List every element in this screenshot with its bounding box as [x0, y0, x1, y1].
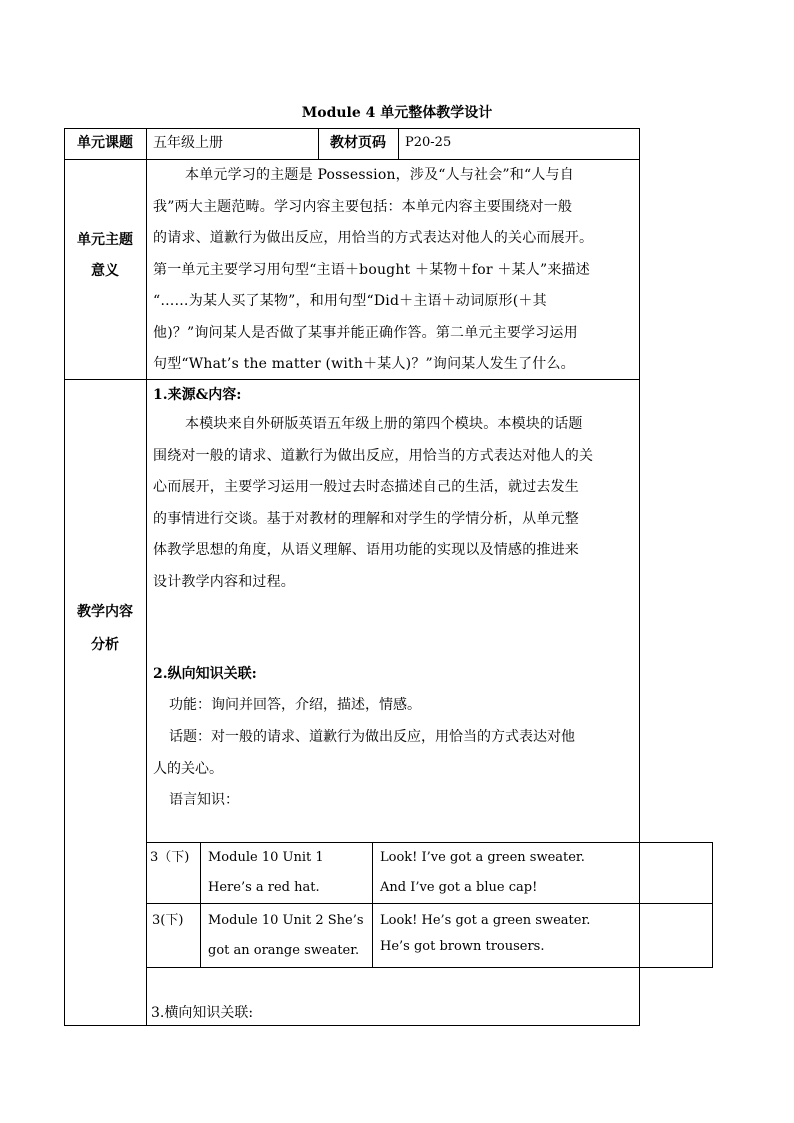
inner-row2-grade: 3(下) — [152, 913, 184, 928]
topic-line-1: 话题：对一般的请求、道歉行为做出反应，用恰当的方式表达对他 — [169, 729, 575, 745]
section3-title: 3.横向知识关联: — [151, 1005, 254, 1021]
section1-line: 围绕对一般的请求、道歉行为做出反应，用恰当的方式表达对他人的关 — [153, 447, 594, 464]
section1-line: 的事情进行交谈。基于对教材的理解和对学生的学情分析，从单元整 — [153, 510, 579, 527]
table-border-right-upper — [639, 128, 640, 842]
theme-line: 他)？”询问某人是否做了某事并能正确作答。第二单元主要学习运用 — [153, 324, 578, 341]
inner-row1-sentence-line1: Look! I’ve got a green sweater. — [380, 850, 585, 865]
unit-theme-label-line1: 单元主题 — [77, 232, 133, 248]
function-line: 功能：询问并回答，介绍，描述，情感。 — [169, 697, 421, 713]
theme-line: 的请求、道歉行为做出反应，用恰当的方式表达对他人的关心而展开。 — [153, 230, 594, 246]
inner-table-middle — [146, 903, 713, 904]
content-analysis-label-line2: 分析 — [91, 637, 119, 653]
unit-topic-value: 五年级上册 — [153, 135, 223, 151]
section1-paragraph — [153, 409, 637, 598]
page-number-value: P20-25 — [405, 135, 452, 150]
theme-line: 我”两大主题范畴。学习内容主要包括：本单元内容主要围绕对一般 — [153, 198, 573, 215]
section1-line: 体教学思想的角度，从语义理解、语用功能的实现以及情感的推进来 — [153, 542, 579, 558]
label-column-divider — [146, 128, 147, 1026]
theme-line: 本单元学习的主题是 Possession，涉及“人与社会”和“人与自 — [185, 167, 574, 183]
inner-row1-sentence-line2: And I’ve got a blue cap! — [380, 880, 538, 895]
inner-table-bottom — [146, 967, 713, 968]
theme-line: 句型“What’s the matter (with＋某人)？”询问某人发生了什么。 — [153, 356, 575, 372]
topic-line-2: 人的关心。 — [153, 761, 223, 777]
theme-line: “……为某人买了某物”，和用句型“Did＋主语＋动词原形(＋其 — [153, 293, 547, 309]
inner-row1-unit-line1: Module 10 Unit 1 — [208, 850, 324, 865]
inner-col-divider-1 — [200, 842, 201, 967]
table-border-right-lower — [639, 967, 640, 1026]
inner-row1-unit-line2: Here’s a red hat. — [208, 880, 320, 895]
unit-topic-label: 单元课题 — [77, 135, 133, 151]
document-title: Module 4 单元整体教学设计 — [301, 105, 493, 121]
inner-row1-grade: 3（下) — [150, 850, 190, 865]
language-knowledge-line: 语言知识： — [169, 792, 239, 808]
inner-col-divider-3 — [639, 842, 640, 967]
section1-title: 1.来源&内容: — [153, 387, 242, 403]
unit-theme-label-line2: 意义 — [91, 263, 119, 279]
inner-row2-sentence-line1: Look! He’s got a green sweater. — [380, 913, 591, 928]
row1-divider-b — [398, 128, 399, 159]
unit-theme-paragraph — [153, 160, 637, 381]
section1-line: 设计教学内容和过程。 — [153, 573, 295, 590]
page-number-label: 教材页码 — [330, 135, 386, 151]
inner-table-right — [712, 842, 713, 967]
content-analysis-label-line1: 教学内容 — [77, 604, 133, 620]
section2-title: 2.纵向知识关联: — [153, 666, 257, 682]
inner-row2-sentence-line2: He’s got brown trousers. — [380, 939, 545, 954]
inner-col-divider-2 — [372, 842, 373, 967]
inner-row2-unit-line1: Module 10 Unit 2 She’s — [208, 913, 364, 928]
inner-row2-unit-line2: got an orange sweater. — [208, 943, 360, 958]
section1-line: 心而展开，主要学习运用一般过去时态描述自己的生活，就过去发生 — [153, 479, 579, 495]
theme-line: 第一单元主要学习用句型“主语＋bought ＋某物＋for ＋某人”来描述 — [153, 261, 590, 278]
section1-line: 本模块来自外研版英语五年级上册的第四个模块。本模块的话题 — [185, 416, 583, 432]
